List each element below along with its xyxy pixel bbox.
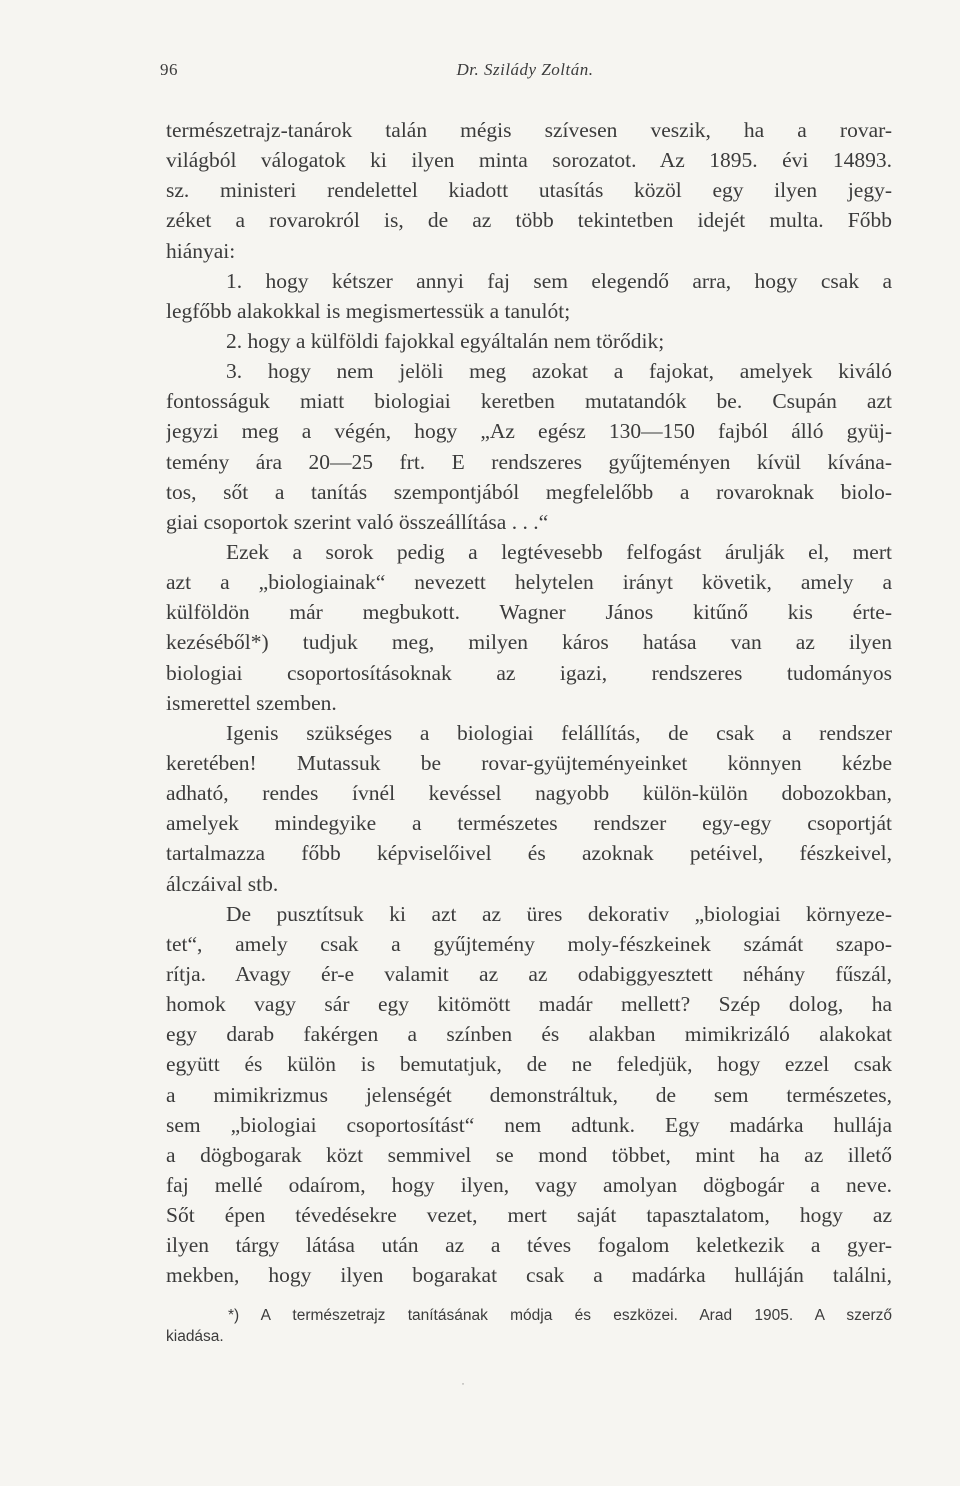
text-line: 1. hogy kétszer annyi faj sem elegendő arra, hogy csak a: [226, 268, 892, 293]
text-line: temény ára 20—25 frt. E rendszeres gyűjteményen kívül kívána-: [166, 449, 892, 474]
text-line: faj mellé odaírom, hogy ilyen, vagy amolyan dögbogár a neve.: [166, 1172, 892, 1197]
text-line: hiányai:: [166, 238, 236, 263]
text-line: mekben, hogy ilyen bogarakat csak a madárka hulláján találni,: [166, 1263, 892, 1288]
text-line: Ezek a sorok pedig a legtévesebb felfogást árulják el, mert: [226, 539, 892, 564]
running-head-container: [0, 60, 960, 80]
text-line: Igenis szükséges a biologiai felállítás, de csak a rendszer: [226, 720, 892, 745]
text-line: természetrajz-tanárok talán mégis szívesen veszik, ha a rovar-: [166, 118, 892, 142]
text-line: sz. ministeri rendelettel kiadott utasítás közöl egy ilyen jegy-: [166, 178, 892, 203]
text-line: ismerettel szemben.: [166, 690, 337, 715]
text-line: ilyen tárgy látása után az a téves fogalom keletkezik a gyer-: [166, 1233, 892, 1258]
text-line: Sőt épen tévedésekre vezet, mert saját tapasztalatom, hogy az: [166, 1203, 892, 1228]
text-line: rítja. Avagy ér-e valamit az az odabiggyesztett néhány fűszál,: [166, 961, 892, 986]
text-line: tet“, amely csak a gyűjtemény moly-fészkeinek számát szapo-: [166, 931, 892, 956]
running-head: Dr. Szilády Zoltán.: [456, 60, 594, 79]
text-line: kezéséből*) tudjuk meg, milyen káros hatása van az ilyen: [166, 630, 892, 655]
text-line: jegyzi meg a végén, hogy „Az egész 130—150 fajból álló gyüj-: [166, 419, 892, 444]
text-line: biologiai csoportosításoknak az igazi, rendszeres tudományos: [166, 660, 892, 685]
text-line: 3. hogy nem jelöli meg azokat a fajokat, amelyek kiváló: [226, 359, 892, 384]
text-line: azt a „biologiainak“ nevezett helytelen irányt követik, amely a: [166, 570, 892, 595]
text-line: adható, rendes ívnél kevéssel nagyobb külön-külön dobozokban,: [166, 781, 892, 806]
text-line: zéket a rovarokról is, de az több tekintetben idejét multa. Főbb: [166, 208, 892, 233]
footnote-line: kiadása.: [166, 1328, 224, 1345]
text-line: amelyek mindegyike a természetes rendszer egy-egy csoportját: [166, 811, 892, 836]
body-text: [166, 115, 892, 1290]
text-line: fontosságuk miatt biologiai keretben mutatandók be. Csupán azt: [166, 389, 892, 414]
text-line: De pusztítsuk ki azt az üres dekorativ „biologiai környeze-: [226, 901, 892, 926]
text-line: tos, sőt a tanítás szempontjából megfelelőbb a rovaroknak biolo-: [166, 479, 892, 504]
text-line: keretében! Mutassuk be rovar-gyüjteményeinket könnyen kézbe: [166, 750, 892, 775]
text-line: giai csoportok szerint való összeállítása . . .“: [166, 509, 549, 534]
text-line: a mimikrizmus jelenségét demonstráltuk, de sem természetes,: [166, 1082, 892, 1107]
text-line: legfőbb alakokkal is megismertessük a tanulót;: [166, 298, 571, 323]
text-line: álczáival stb.: [166, 871, 279, 896]
text-line: sem „biologiai csoportosítást“ nem adtunk. Egy madárka hullája: [166, 1112, 892, 1137]
print-mark: ˙: [461, 1380, 465, 1394]
text-line: együtt és külön is bemutatjuk, de ne feledjük, hogy ezzel csak: [166, 1052, 892, 1077]
text-line: tartalmazza főbb képviselőivel és azoknak petéivel, fészkeivel,: [166, 841, 892, 866]
footnote: [166, 1305, 892, 1347]
text-line: 2. hogy a külföldi fajokkal egyáltalán nem törődik;: [226, 328, 665, 353]
text-line: a dögbogarak közt semmivel se mond többet, mint ha az illető: [166, 1142, 892, 1167]
text-line: külföldön már megbukott. Wagner János kitűnő kis érte-: [166, 600, 892, 625]
text-line: egy darab fakérgen a színben és alakban mimikrizáló alakokat: [166, 1022, 892, 1047]
text-line: világból válogatok ki ilyen minta sorozatot. Az 1895. évi 14893.: [166, 148, 892, 173]
footnote-line: *) A természetrajz tanításának módja és eszközei. Arad 1905. A szerző: [228, 1307, 892, 1324]
text-line: homok vagy sár egy kitömött madár mellett? Szép dolog, ha: [166, 992, 892, 1017]
page-number: 96: [160, 60, 178, 79]
